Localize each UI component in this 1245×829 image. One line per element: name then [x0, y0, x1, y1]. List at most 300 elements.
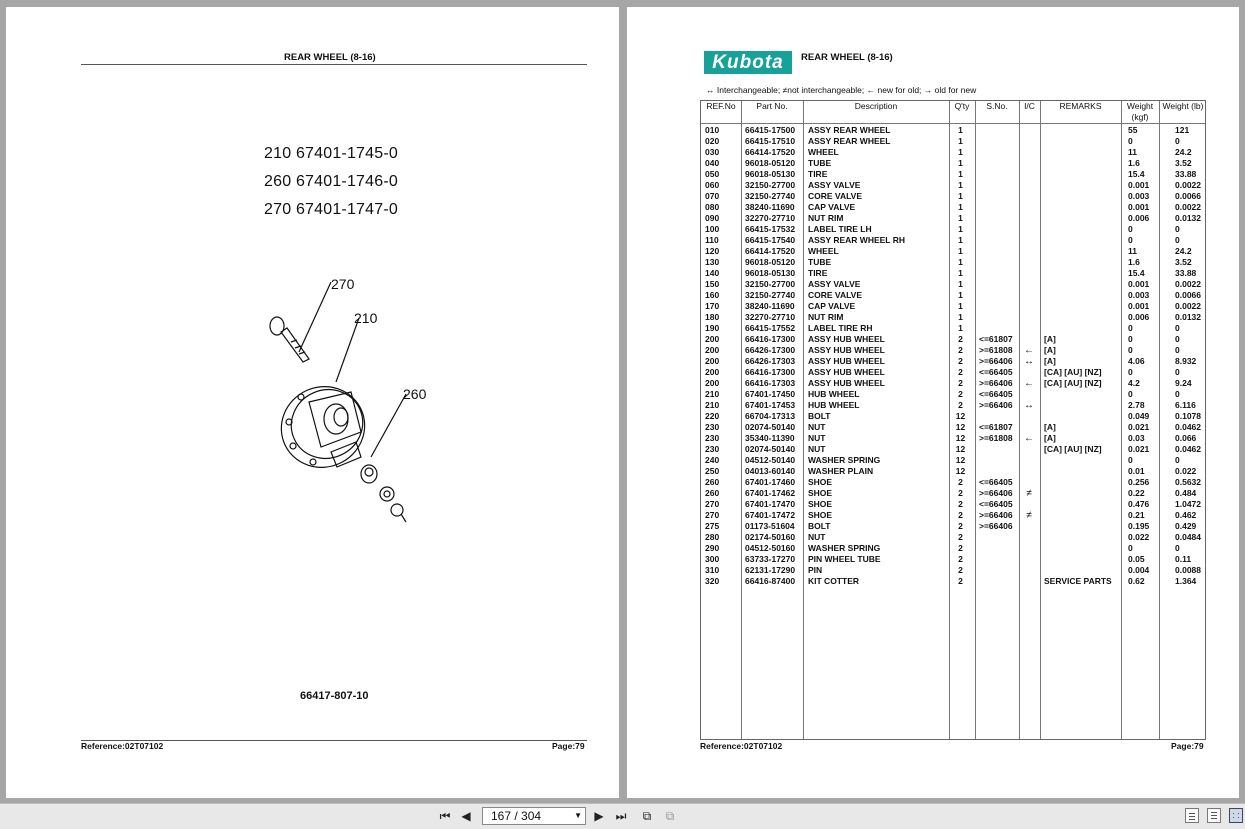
cell-qty: 12 [955, 411, 966, 421]
cell-qty: 2 [958, 345, 963, 355]
cell-part: 04512-50160 [745, 543, 796, 553]
table-row [701, 323, 1207, 334]
last-page-icon[interactable]: ⏭ [615, 809, 627, 823]
cell-remarks: [CA] [AU] [NZ] [1044, 367, 1102, 377]
cell-ref: 070 [705, 191, 720, 201]
cell-ref: 200 [705, 345, 720, 355]
cell-sno: <=66405 [979, 367, 1013, 377]
cell-sno: >=66406 [979, 510, 1013, 520]
table-row [701, 147, 1207, 158]
cell-desc: NUT RIM [808, 213, 844, 223]
cell-desc: TIRE [808, 169, 828, 179]
cell-sno: <=61807 [979, 422, 1013, 432]
table-row [701, 246, 1207, 257]
table-row [701, 411, 1207, 422]
table-row [701, 367, 1207, 378]
cell-lb: 0.0066 [1175, 290, 1201, 300]
cell-ref: 010 [705, 125, 720, 135]
cell-kgf: 0.001 [1128, 180, 1150, 190]
cell-ic: ← [1024, 433, 1034, 444]
cell-qty: 2 [958, 554, 963, 564]
two-page-view-icon[interactable] [1229, 808, 1243, 823]
cell-ref: 080 [705, 202, 720, 212]
cell-ref: 270 [705, 510, 720, 520]
viewer-toolbar [0, 803, 1245, 829]
cell-ref: 060 [705, 180, 720, 190]
cell-kgf: 1.6 [1128, 257, 1140, 267]
cell-remarks: [A] [1044, 422, 1056, 432]
cell-lb: 0 [1175, 455, 1180, 465]
cell-qty: 1 [958, 312, 963, 322]
cell-qty: 2 [958, 477, 963, 487]
cell-part: 66415-17540 [745, 235, 796, 245]
cell-part: 04512-50140 [745, 455, 796, 465]
cell-kgf: 15.4 [1128, 169, 1145, 179]
cell-kgf: 0 [1128, 136, 1133, 146]
cell-qty: 2 [958, 576, 963, 586]
cell-lb: 0.0462 [1175, 422, 1201, 432]
cell-kgf: 0.004 [1128, 565, 1150, 575]
cell-ref: 310 [705, 565, 720, 575]
table-row [701, 191, 1207, 202]
cell-lb: 0 [1175, 345, 1180, 355]
cell-qty: 1 [958, 191, 963, 201]
cell-ref: 275 [705, 521, 720, 531]
cell-qty: 1 [958, 213, 963, 223]
cell-part: 67401-17453 [745, 400, 796, 410]
right-footer-page: Page:79 [1171, 741, 1204, 751]
cell-sno: >=61808 [979, 433, 1013, 443]
cell-qty: 1 [958, 268, 963, 278]
catalog-line-3: 270 67401-1747-0 [264, 201, 398, 218]
cell-kgf: 0.03 [1128, 433, 1145, 443]
cell-kgf: 0.001 [1128, 301, 1150, 311]
cell-lb: 0.0066 [1175, 191, 1201, 201]
table-row [701, 532, 1207, 543]
cell-ref: 200 [705, 356, 720, 366]
page-number-field[interactable] [482, 807, 586, 825]
cell-desc: SHOE [808, 499, 833, 509]
cell-ref: 230 [705, 444, 720, 454]
cell-desc: ASSY HUB WHEEL [808, 356, 885, 366]
col-header-weight-lb: Weight (lb) [1162, 101, 1204, 111]
cell-part: 96018-05120 [745, 257, 796, 267]
cell-kgf: 0.195 [1128, 521, 1150, 531]
cell-ref: 210 [705, 389, 720, 399]
table-row [701, 356, 1207, 367]
table-row [701, 433, 1207, 444]
callout-270: 270 [331, 276, 355, 292]
cell-kgf: 0 [1128, 334, 1133, 344]
kubota-logo: Kubota [704, 51, 792, 74]
cell-ref: 280 [705, 532, 720, 542]
cell-remarks: [A] [1044, 433, 1056, 443]
cell-ref: 210 [705, 400, 720, 410]
col-header-qty: Q'ty [954, 101, 970, 111]
table-row [701, 521, 1207, 532]
cell-desc: CAP VALVE [808, 301, 856, 311]
first-page-icon[interactable]: ⏮ [439, 809, 451, 823]
cell-ic: ← [1024, 345, 1034, 356]
cell-kgf: 0.049 [1128, 411, 1150, 421]
right-page [627, 7, 1239, 798]
table-row [701, 499, 1207, 510]
cell-kgf: 0 [1128, 323, 1133, 333]
col-header-remarks: REMARKS [1059, 101, 1102, 111]
cell-part: 66426-17303 [745, 356, 796, 366]
chevron-down-icon[interactable]: ▼ [574, 811, 582, 820]
cell-ref: 090 [705, 213, 720, 223]
cell-qty: 12 [955, 422, 966, 432]
cell-qty: 1 [958, 301, 963, 311]
table-row [701, 455, 1207, 466]
cell-kgf: 0.62 [1128, 576, 1145, 586]
col-header-weight-kgf: Weight (kgf) [1126, 101, 1154, 122]
catalog-line-1: 210 67401-1745-0 [264, 145, 398, 162]
cell-lb: 0.0022 [1175, 180, 1201, 190]
cell-part: 66414-17520 [745, 246, 796, 256]
cell-part: 04013-60140 [745, 466, 796, 476]
cell-ref: 290 [705, 543, 720, 553]
cell-kgf: 2.78 [1128, 400, 1145, 410]
table-row [701, 136, 1207, 147]
cell-lb: 0 [1175, 323, 1180, 333]
cell-kgf: 0.21 [1128, 510, 1145, 520]
table-row [701, 345, 1207, 356]
cell-kgf: 0 [1128, 455, 1133, 465]
cell-ref: 100 [705, 224, 720, 234]
cell-ref: 260 [705, 488, 720, 498]
cell-desc: ASSY REAR WHEEL RH [808, 235, 905, 245]
cell-part: 01173-51604 [745, 521, 795, 531]
cell-desc: ASSY HUB WHEEL [808, 334, 885, 344]
table-row [701, 158, 1207, 169]
cell-desc: SHOE [808, 510, 833, 520]
cell-kgf: 0 [1128, 235, 1133, 245]
cell-kgf: 11 [1128, 147, 1137, 157]
cell-part: 63733-17270 [745, 554, 796, 564]
cell-desc: WASHER PLAIN [808, 466, 874, 476]
cell-desc: TIRE [808, 268, 828, 278]
cell-desc: WHEEL [808, 246, 839, 256]
cell-part: 66704-17313 [745, 411, 796, 421]
col-header-description: Description [854, 101, 898, 111]
cell-desc: SHOE [808, 477, 833, 487]
cell-ref: 200 [705, 334, 720, 344]
table-row [701, 235, 1207, 246]
cell-desc: PIN [808, 565, 823, 575]
cell-sno: <=61807 [979, 334, 1013, 344]
callout-210: 210 [354, 310, 378, 326]
cell-ic: ↔ [1024, 356, 1034, 367]
table-row [701, 576, 1207, 587]
cell-desc: NUT [808, 532, 826, 542]
cell-sno: <=66405 [979, 389, 1013, 399]
cell-lb: 0 [1175, 224, 1180, 234]
cell-ref: 160 [705, 290, 720, 300]
cell-desc: ASSY REAR WHEEL [808, 125, 891, 135]
table-row [701, 378, 1207, 389]
cell-part: 66416-17300 [745, 367, 796, 377]
cell-lb: 3.52 [1175, 158, 1192, 168]
catalog-line-2: 260 67401-1746-0 [264, 173, 398, 190]
cell-desc: LABEL TIRE RH [808, 323, 873, 333]
interchange-legend: ↔ Interchangeable; ≠not interchangeable; ← new for old; → old for new [706, 85, 977, 95]
cell-desc: ASSY REAR WHEEL [808, 136, 891, 146]
cell-remarks: SERVICE PARTS [1044, 576, 1112, 586]
table-row [701, 301, 1207, 312]
cell-desc: CAP VALVE [808, 202, 856, 212]
table-row [701, 279, 1207, 290]
cell-remarks: [A] [1044, 356, 1056, 366]
cell-kgf: 0 [1128, 389, 1133, 399]
cell-ref: 260 [705, 477, 720, 487]
cell-qty: 1 [958, 290, 963, 300]
cell-part: 67401-17472 [745, 510, 796, 520]
cell-sno: <=66405 [979, 477, 1013, 487]
cell-ref: 220 [705, 411, 720, 421]
cell-part: 32270-27710 [745, 312, 796, 322]
col-header-sno: S.No. [986, 101, 1008, 111]
next-page-icon[interactable]: ▶ [594, 809, 604, 823]
cell-ref: 130 [705, 257, 720, 267]
cell-desc: CORE VALVE [808, 191, 862, 201]
cell-desc: ASSY VALVE [808, 180, 861, 190]
cell-ref: 150 [705, 279, 720, 289]
cell-qty: 2 [958, 389, 963, 399]
cell-qty: 1 [958, 169, 963, 179]
cell-lb: 0 [1175, 367, 1180, 377]
cell-lb: 0.0484 [1175, 532, 1201, 542]
cell-lb: 0.1078 [1175, 411, 1201, 421]
cell-desc: NUT [808, 422, 826, 432]
left-footer-page: Page:79 [552, 741, 585, 751]
cell-kgf: 0.256 [1128, 477, 1150, 487]
cell-part: 66415-17510 [745, 136, 796, 146]
cell-ref: 300 [705, 554, 720, 564]
cell-part: 67401-17462 [745, 488, 796, 498]
cell-ref: 140 [705, 268, 720, 278]
cell-ref: 180 [705, 312, 720, 322]
table-row [701, 400, 1207, 411]
cell-part: 66415-17532 [745, 224, 796, 234]
cell-desc: ASSY HUB WHEEL [808, 367, 885, 377]
cell-lb: 3.52 [1175, 257, 1192, 267]
cell-kgf: 0.01 [1128, 466, 1145, 476]
cell-sno: >=66406 [979, 400, 1013, 410]
cell-ref: 170 [705, 301, 720, 311]
cell-desc: WASHER SPRING [808, 455, 881, 465]
cell-lb: 0.0022 [1175, 279, 1201, 289]
cell-kgf: 11 [1128, 246, 1137, 256]
cell-part: 38240-11690 [745, 202, 795, 212]
table-row [701, 268, 1207, 279]
cell-qty: 12 [955, 466, 966, 476]
table-row [701, 290, 1207, 301]
cell-qty: 1 [958, 125, 963, 135]
table-row [701, 169, 1207, 180]
cell-desc: KIT COTTER [808, 576, 859, 586]
cell-qty: 2 [958, 400, 963, 410]
cell-kgf: 0.021 [1128, 444, 1150, 454]
cell-lb: 0 [1175, 334, 1180, 344]
cell-part: 66416-17303 [745, 378, 796, 388]
table-row [701, 389, 1207, 400]
cell-qty: 1 [958, 224, 963, 234]
cell-qty: 1 [958, 147, 963, 157]
cell-ic: ≠ [1026, 488, 1032, 499]
cell-desc: TUBE [808, 158, 832, 168]
cell-part: 62131-17290 [745, 565, 796, 575]
cell-ref: 230 [705, 422, 720, 432]
cell-desc: WHEEL [808, 147, 839, 157]
cell-desc: WASHER SPRING [808, 543, 881, 553]
cell-lb: 121 [1175, 125, 1190, 135]
cell-lb: 33.88 [1175, 268, 1197, 278]
single-page-view-icon[interactable] [1185, 808, 1199, 823]
cell-sno: >=66406 [979, 356, 1013, 366]
cell-ref: 270 [705, 499, 720, 509]
cell-kgf: 0 [1128, 224, 1133, 234]
cell-sno: <=66405 [979, 499, 1013, 509]
cell-kgf: 0.022 [1128, 532, 1150, 542]
cell-kgf: 0.001 [1128, 202, 1150, 212]
cell-lb: 0.0088 [1175, 565, 1201, 575]
table-row [701, 213, 1207, 224]
continuous-view-icon[interactable] [1207, 808, 1221, 823]
cell-remarks: [A] [1044, 334, 1056, 344]
col-header-ic: I/C [1024, 101, 1035, 111]
back-view-icon[interactable]: ⧉ [642, 809, 652, 823]
cell-lb: 9.24 [1175, 378, 1192, 388]
col-header-ref: REF.No [706, 101, 736, 111]
cell-lb: 0.462 [1175, 510, 1197, 520]
cell-desc: NUT [808, 444, 826, 454]
table-row [701, 477, 1207, 488]
cell-lb: 1.0472 [1175, 499, 1201, 509]
forward-view-icon[interactable]: ⧉ [665, 809, 675, 823]
header-rule [81, 64, 587, 65]
table-row [701, 444, 1207, 455]
cell-kgf: 55 [1128, 125, 1138, 135]
cell-kgf: 15.4 [1128, 268, 1145, 278]
cell-qty: 12 [955, 455, 966, 465]
cell-kgf: 0.003 [1128, 191, 1150, 201]
table-row [701, 334, 1207, 345]
cell-qty: 2 [958, 521, 963, 531]
cell-part: 66414-17520 [745, 147, 796, 157]
cell-desc: BOLT [808, 521, 831, 531]
table-row [701, 422, 1207, 433]
cell-ic: ↔ [1024, 400, 1034, 411]
table-row [701, 565, 1207, 576]
table-row [701, 125, 1207, 136]
cell-kgf: 4.06 [1128, 356, 1145, 366]
cell-ref: 250 [705, 466, 720, 476]
cell-kgf: 0 [1128, 367, 1133, 377]
cell-part: 66415-17552 [745, 323, 796, 333]
cell-desc: SHOE [808, 488, 833, 498]
cell-part: 32270-27710 [745, 213, 796, 223]
cell-kgf: 0.006 [1128, 312, 1150, 322]
cell-qty: 1 [958, 323, 963, 333]
cell-qty: 12 [955, 444, 966, 454]
cell-qty: 1 [958, 180, 963, 190]
cell-sno: >=66406 [979, 378, 1013, 388]
cell-kgf: 0 [1128, 345, 1133, 355]
cell-lb: 1.364 [1175, 576, 1197, 586]
cell-ref: 320 [705, 576, 720, 586]
cell-ref: 240 [705, 455, 720, 465]
cell-ref: 030 [705, 147, 720, 157]
cell-desc: ASSY VALVE [808, 279, 861, 289]
cell-kgf: 0.003 [1128, 290, 1150, 300]
parts-table-body [701, 125, 1207, 587]
cell-ref: 020 [705, 136, 720, 146]
cell-lb: 0 [1175, 235, 1180, 245]
cell-ref: 190 [705, 323, 720, 333]
table-row [701, 510, 1207, 521]
cell-part: 66416-87400 [745, 576, 796, 586]
cell-qty: 1 [958, 136, 963, 146]
cell-qty: 2 [958, 543, 963, 553]
cell-qty: 1 [958, 202, 963, 212]
right-footer-reference: Reference:02T07102 [700, 741, 783, 751]
cell-qty: 2 [958, 488, 963, 498]
cell-remarks: [CA] [AU] [NZ] [1044, 378, 1102, 388]
cell-part: 02074-50140 [745, 444, 796, 454]
prev-page-icon[interactable]: ◀ [461, 809, 471, 823]
cell-desc: HUB WHEEL [808, 400, 860, 410]
cell-qty: 2 [958, 378, 963, 388]
cell-ic: ≠ [1026, 510, 1032, 521]
cell-lb: 0 [1175, 543, 1180, 553]
cell-desc: NUT [808, 433, 826, 443]
cell-lb: 0.0022 [1175, 202, 1201, 212]
cell-remarks: [CA] [AU] [NZ] [1044, 444, 1102, 454]
cell-desc: BOLT [808, 411, 831, 421]
figure-code: 66417-807-10 [300, 690, 369, 702]
right-page-title: REAR WHEEL (8-16) [801, 52, 893, 63]
cell-desc: TUBE [808, 257, 832, 267]
cell-desc: ASSY HUB WHEEL [808, 378, 885, 388]
table-row [701, 543, 1207, 554]
cell-lb: 0.0132 [1175, 213, 1201, 223]
cell-qty: 2 [958, 532, 963, 542]
cell-part: 32150-27700 [745, 279, 796, 289]
cell-ref: 040 [705, 158, 720, 168]
cell-kgf: 0.001 [1128, 279, 1150, 289]
page-indicator: 167 / 304 [491, 809, 542, 823]
cell-qty: 1 [958, 235, 963, 245]
table-row [701, 554, 1207, 565]
callout-260: 260 [403, 386, 427, 402]
parts-table [700, 100, 1206, 740]
cell-sno: >=61808 [979, 345, 1013, 355]
cell-qty: 2 [958, 510, 963, 520]
cell-desc: CORE VALVE [808, 290, 862, 300]
table-row [701, 224, 1207, 235]
cell-lb: 0.5632 [1175, 477, 1201, 487]
cell-lb: 0.484 [1175, 488, 1197, 498]
cell-lb: 0.0132 [1175, 312, 1201, 322]
exploded-wheel-hub-diagram [261, 262, 427, 522]
cell-remarks: [A] [1044, 345, 1056, 355]
cell-part: 38240-11690 [745, 301, 795, 311]
cell-lb: 0.429 [1175, 521, 1197, 531]
table-row [701, 202, 1207, 213]
cell-kgf: 0.476 [1128, 499, 1150, 509]
